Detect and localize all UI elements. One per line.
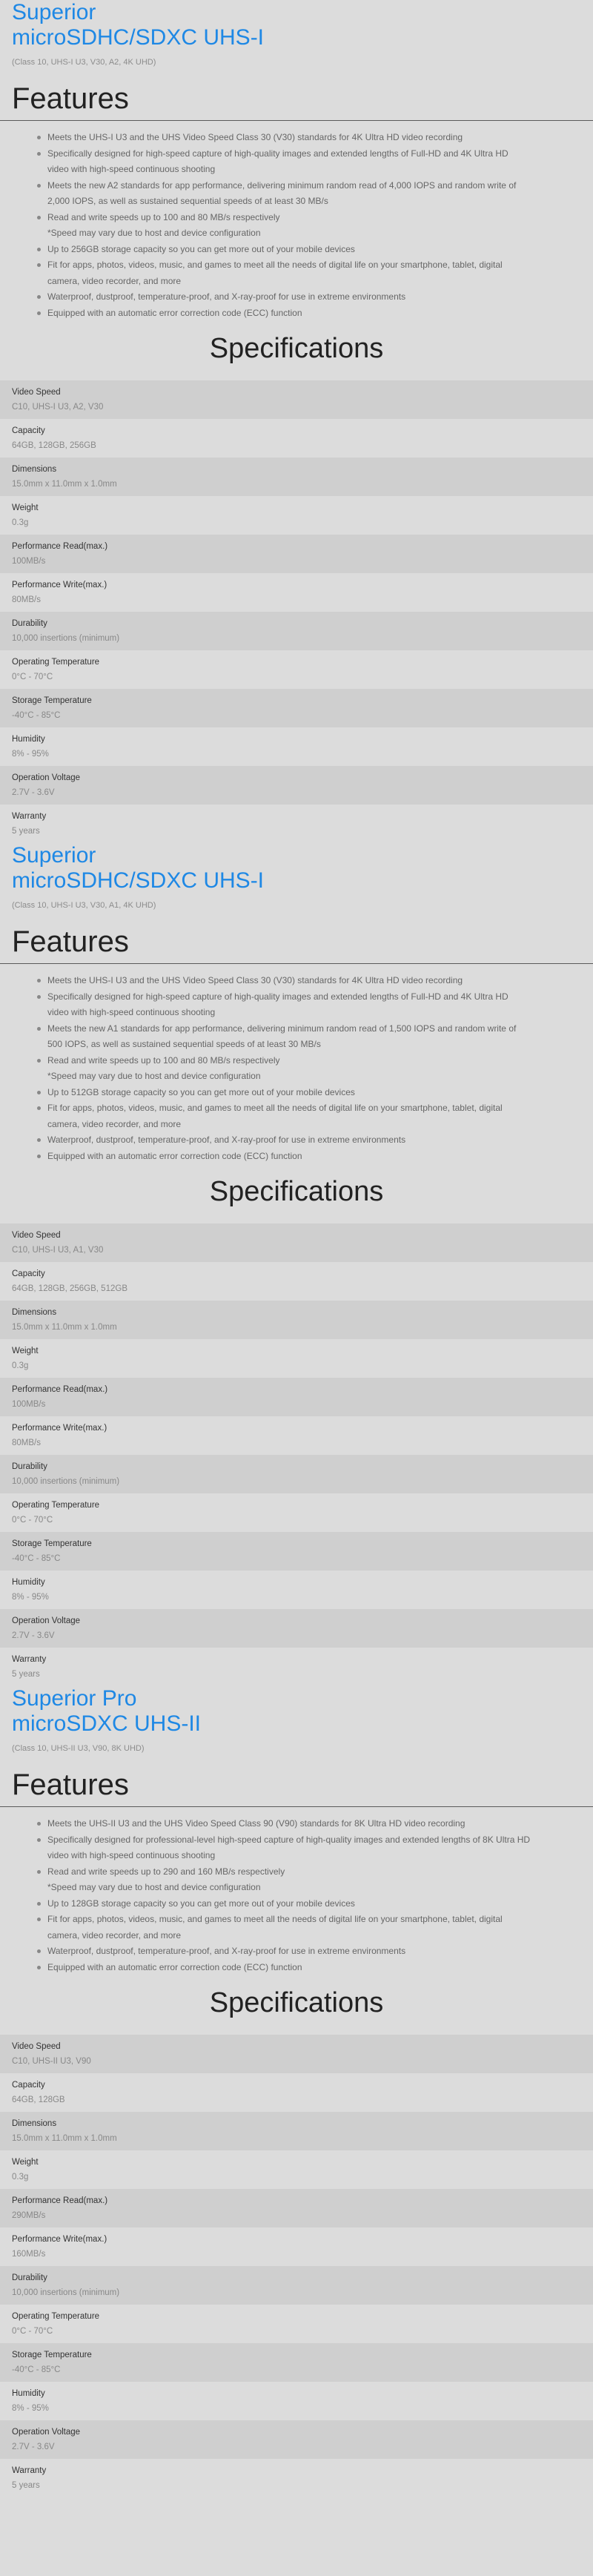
feature-item: video with high-speed continuous shooting bbox=[47, 164, 216, 174]
feature-item: *Speed may vary due to host and device configuration bbox=[47, 1882, 261, 1892]
feature-item: Equipped with an automatic error correction code (ECC) function bbox=[36, 306, 563, 322]
spec-label: Performance Read(max.) bbox=[12, 1385, 108, 1394]
spec-row bbox=[0, 2343, 593, 2382]
spec-row bbox=[0, 419, 593, 458]
feature-item: 2,000 IOPS, as well as sustained sequential speeds of at least 30 MB/s bbox=[47, 196, 328, 206]
spec-value: 5 years bbox=[12, 2481, 40, 2490]
spec-row bbox=[0, 805, 593, 843]
spec-label: Weight bbox=[12, 503, 39, 512]
spec-row bbox=[0, 1416, 593, 1455]
spec-row bbox=[0, 1455, 593, 1493]
product-title-line2: microSDHC/SDXC UHS-I bbox=[12, 25, 265, 50]
product-subtitle: (Class 10, UHS-I U3, V30, A2, 4K UHD) bbox=[12, 58, 156, 67]
spec-row bbox=[0, 2382, 593, 2420]
spec-row bbox=[0, 496, 593, 535]
feature-item: Meets the new A2 standards for app performance, delivering minimum random read of 4,000 IOPS and random write of bbox=[36, 178, 563, 194]
spec-label: Storage Temperature bbox=[12, 1539, 92, 1548]
spec-label: Durability bbox=[12, 2273, 47, 2282]
features-heading: Features bbox=[12, 1768, 129, 1801]
feature-item: Specifically designed for high-speed capture of high-quality images and extended lengths of Full-HD and 4K Ultra HD bbox=[36, 146, 563, 162]
specifications-heading: Specifications bbox=[209, 333, 384, 364]
spec-value: 160MB/s bbox=[12, 2250, 46, 2259]
features-divider bbox=[0, 963, 593, 964]
feature-item: Meets the UHS-I U3 and the UHS Video Speed Class 30 (V30) standards for 4K Ultra HD video recording bbox=[36, 973, 563, 989]
spec-label: Video Speed bbox=[12, 1231, 61, 1240]
spec-value: 0.3g bbox=[12, 1361, 29, 1370]
spec-row bbox=[0, 573, 593, 612]
spec-row bbox=[0, 650, 593, 689]
spec-label: Operating Temperature bbox=[12, 2312, 100, 2321]
features-heading: Features bbox=[12, 82, 129, 115]
spec-value: 0.3g bbox=[12, 518, 29, 527]
spec-label: Warranty bbox=[12, 812, 47, 821]
spec-label: Dimensions bbox=[12, 2119, 57, 2128]
spec-value: 2.7V - 3.6V bbox=[12, 2443, 55, 2451]
spec-row bbox=[0, 612, 593, 650]
spec-label: Storage Temperature bbox=[12, 2351, 92, 2359]
spec-label: Operation Voltage bbox=[12, 1616, 81, 1625]
spec-value: -40°C - 85°C bbox=[12, 1554, 61, 1563]
spec-row bbox=[0, 727, 593, 766]
feature-item: Fit for apps, photos, videos, music, and games to meet all the needs of digital life on your smartphone, tablet, digital bbox=[36, 257, 563, 274]
features-list bbox=[0, 1816, 593, 1975]
feature-item: Meets the new A1 standards for app performance, delivering minimum random read of 1,500 IOPS and random write of bbox=[36, 1021, 563, 1037]
product-title-line1: Superior Pro bbox=[12, 1686, 137, 1711]
product-title bbox=[0, 1686, 593, 1737]
spec-value: 64GB, 128GB bbox=[12, 2096, 65, 2104]
spec-row bbox=[0, 1648, 593, 1686]
product-section bbox=[0, 843, 593, 1686]
specifications-table bbox=[0, 1223, 593, 1686]
spec-label: Humidity bbox=[12, 1578, 45, 1587]
spec-label: Capacity bbox=[12, 426, 45, 435]
spec-label: Video Speed bbox=[12, 2042, 61, 2051]
feature-item: Waterproof, dustproof, temperature-proof, and X-ray-proof for use in extreme environments bbox=[36, 1943, 563, 1960]
feature-item: camera, video recorder, and more bbox=[47, 1929, 182, 1941]
feature-item: Up to 512GB storage capacity so you can get more out of your mobile devices bbox=[36, 1085, 563, 1101]
spec-row bbox=[0, 380, 593, 419]
specifications-heading: Specifications bbox=[209, 1176, 384, 1207]
spec-row bbox=[0, 2073, 593, 2112]
spec-row bbox=[0, 2305, 593, 2343]
spec-label: Operation Voltage bbox=[12, 2428, 81, 2437]
spec-value: 5 years bbox=[12, 1670, 40, 1679]
spec-value: 5 years bbox=[12, 827, 40, 836]
feature-item: Up to 128GB storage capacity so you can get more out of your mobile devices bbox=[36, 1896, 563, 1912]
spec-value: 80MB/s bbox=[12, 1439, 41, 1447]
spec-row bbox=[0, 1532, 593, 1571]
specifications-table bbox=[0, 380, 593, 843]
product-title bbox=[0, 0, 593, 50]
spec-row bbox=[0, 1262, 593, 1301]
feature-item: Specifically designed for high-speed capture of high-quality images and extended lengths of Full-HD and 4K Ultra HD bbox=[36, 989, 563, 1005]
spec-value: 0.3g bbox=[12, 2173, 29, 2182]
feature-item: 500 IOPS, as well as sustained sequential speeds of at least 30 MB/s bbox=[47, 1039, 321, 1049]
spec-label: Storage Temperature bbox=[12, 696, 92, 705]
spec-value: 0°C - 70°C bbox=[12, 2327, 53, 2336]
spec-value: 100MB/s bbox=[12, 557, 46, 566]
feature-item: Waterproof, dustproof, temperature-proof, and X-ray-proof for use in extreme environments bbox=[36, 1132, 563, 1149]
feature-item: video with high-speed continuous shooting bbox=[47, 1850, 216, 1860]
spec-value: 10,000 insertions (minimum) bbox=[12, 634, 120, 643]
spec-value: 64GB, 128GB, 256GB bbox=[12, 441, 96, 450]
specifications-heading: Specifications bbox=[209, 1987, 384, 2018]
spec-row bbox=[0, 766, 593, 805]
product-title-line2: microSDXC UHS-II bbox=[12, 1711, 202, 1736]
spec-value: 8% - 95% bbox=[12, 1593, 49, 1602]
product-title-line1: Superior bbox=[12, 0, 96, 24]
feature-item: Fit for apps, photos, videos, music, and games to meet all the needs of digital life on your smartphone, tablet, digital bbox=[36, 1100, 563, 1117]
spec-value: C10, UHS-II U3, V90 bbox=[12, 2057, 91, 2066]
spec-label: Video Speed bbox=[12, 388, 61, 397]
spec-row bbox=[0, 1378, 593, 1416]
spec-value: C10, UHS-I U3, A1, V30 bbox=[12, 1246, 104, 1255]
product-title-line2: microSDHC/SDXC UHS-I bbox=[12, 868, 265, 893]
spec-value: 80MB/s bbox=[12, 595, 41, 604]
spec-row bbox=[0, 689, 593, 727]
spec-label: Performance Write(max.) bbox=[12, 2235, 107, 2244]
spec-value: 15.0mm x 11.0mm x 1.0mm bbox=[12, 480, 117, 489]
spec-label: Performance Read(max.) bbox=[12, 542, 108, 551]
spec-row bbox=[0, 2035, 593, 2073]
feature-item: Up to 256GB storage capacity so you can get more out of your mobile devices bbox=[36, 242, 563, 258]
spec-value: 10,000 insertions (minimum) bbox=[12, 1477, 120, 1486]
spec-value: 0°C - 70°C bbox=[12, 673, 53, 681]
spec-label: Capacity bbox=[12, 1269, 45, 1278]
product-section bbox=[0, 1686, 593, 2497]
spec-value: 0°C - 70°C bbox=[12, 1516, 53, 1525]
spec-row bbox=[0, 1339, 593, 1378]
feature-item: Read and write speeds up to 290 and 160 MB/s respectively bbox=[36, 1864, 563, 1880]
feature-item: Fit for apps, photos, videos, music, and games to meet all the needs of digital life on your smartphone, tablet, digital bbox=[36, 1912, 563, 1928]
spec-value: 2.7V - 3.6V bbox=[12, 1631, 55, 1640]
specifications-table bbox=[0, 2035, 593, 2497]
spec-row bbox=[0, 1301, 593, 1339]
feature-item: camera, video recorder, and more bbox=[47, 1118, 182, 1129]
feature-item: Equipped with an automatic error correction code (ECC) function bbox=[36, 1149, 563, 1165]
spec-row bbox=[0, 458, 593, 496]
spec-label: Warranty bbox=[12, 1655, 47, 1664]
spec-label: Weight bbox=[12, 1347, 39, 1355]
spec-value: 10,000 insertions (minimum) bbox=[12, 2288, 120, 2297]
spec-row bbox=[0, 1609, 593, 1648]
feature-item: camera, video recorder, and more bbox=[47, 275, 182, 286]
spec-label: Weight bbox=[12, 2158, 39, 2167]
spec-label: Capacity bbox=[12, 2081, 45, 2090]
spec-value: C10, UHS-I U3, A2, V30 bbox=[12, 403, 104, 412]
spec-row bbox=[0, 535, 593, 573]
spec-value: -40°C - 85°C bbox=[12, 2365, 61, 2374]
spec-label: Performance Write(max.) bbox=[12, 1424, 107, 1433]
feature-item: Read and write speeds up to 100 and 80 MB/s respectively bbox=[36, 210, 563, 226]
spec-row bbox=[0, 2420, 593, 2459]
product-title-line1: Superior bbox=[12, 843, 96, 868]
product-section bbox=[0, 0, 593, 843]
spec-row bbox=[0, 1571, 593, 1609]
spec-row bbox=[0, 2459, 593, 2497]
feature-item: *Speed may vary due to host and device configuration bbox=[47, 228, 261, 238]
product-title bbox=[0, 843, 593, 894]
spec-label: Operating Temperature bbox=[12, 1501, 100, 1510]
product-subtitle: (Class 10, UHS-I U3, V30, A1, 4K UHD) bbox=[12, 901, 156, 910]
spec-row bbox=[0, 2112, 593, 2150]
feature-item: Equipped with an automatic error correction code (ECC) function bbox=[36, 1960, 563, 1976]
features-list bbox=[0, 130, 593, 321]
spec-label: Humidity bbox=[12, 2389, 45, 2398]
spec-label: Performance Read(max.) bbox=[12, 2196, 108, 2205]
product-subtitle: (Class 10, UHS-II U3, V90, 8K UHD) bbox=[12, 1744, 145, 1753]
features-list bbox=[0, 973, 593, 1164]
feature-item: Waterproof, dustproof, temperature-proof, and X-ray-proof for use in extreme environments bbox=[36, 289, 563, 306]
features-divider bbox=[0, 1806, 593, 1807]
spec-label: Dimensions bbox=[12, 465, 57, 474]
spec-value: 64GB, 128GB, 256GB, 512GB bbox=[12, 1284, 127, 1293]
feature-item: video with high-speed continuous shooting bbox=[47, 1007, 216, 1017]
spec-label: Humidity bbox=[12, 735, 45, 744]
spec-label: Durability bbox=[12, 619, 47, 628]
spec-value: 15.0mm x 11.0mm x 1.0mm bbox=[12, 2134, 117, 2143]
spec-label: Operation Voltage bbox=[12, 773, 81, 782]
feature-item: Read and write speeds up to 100 and 80 MB/s respectively bbox=[36, 1053, 563, 1069]
feature-item: Meets the UHS-I U3 and the UHS Video Speed Class 30 (V30) standards for 4K Ultra HD video recording bbox=[36, 130, 563, 146]
feature-item: *Speed may vary due to host and device configuration bbox=[47, 1071, 261, 1081]
features-divider bbox=[0, 120, 593, 121]
spec-label: Warranty bbox=[12, 2466, 47, 2475]
spec-value: 15.0mm x 11.0mm x 1.0mm bbox=[12, 1323, 117, 1332]
spec-row bbox=[0, 1493, 593, 1532]
spec-value: 2.7V - 3.6V bbox=[12, 788, 55, 797]
spec-label: Durability bbox=[12, 1462, 47, 1471]
spec-row bbox=[0, 2227, 593, 2266]
spec-value: -40°C - 85°C bbox=[12, 711, 61, 720]
spec-value: 8% - 95% bbox=[12, 750, 49, 759]
spec-value: 100MB/s bbox=[12, 1400, 46, 1409]
spec-row bbox=[0, 2189, 593, 2227]
features-heading: Features bbox=[12, 925, 129, 958]
spec-value: 8% - 95% bbox=[12, 2404, 49, 2413]
spec-label: Operating Temperature bbox=[12, 658, 100, 667]
spec-row bbox=[0, 2150, 593, 2189]
spec-row bbox=[0, 1223, 593, 1262]
spec-row bbox=[0, 2266, 593, 2305]
spec-label: Performance Write(max.) bbox=[12, 581, 107, 589]
spec-value: 290MB/s bbox=[12, 2211, 46, 2220]
feature-item: Specifically designed for professional-level high-speed capture of high-quality images and extended lengths of 8K Ultra HD bbox=[36, 1832, 563, 1849]
spec-label: Dimensions bbox=[12, 1308, 57, 1317]
feature-item: Meets the UHS-II U3 and the UHS Video Speed Class 90 (V90) standards for 8K Ultra HD video recording bbox=[36, 1816, 563, 1832]
